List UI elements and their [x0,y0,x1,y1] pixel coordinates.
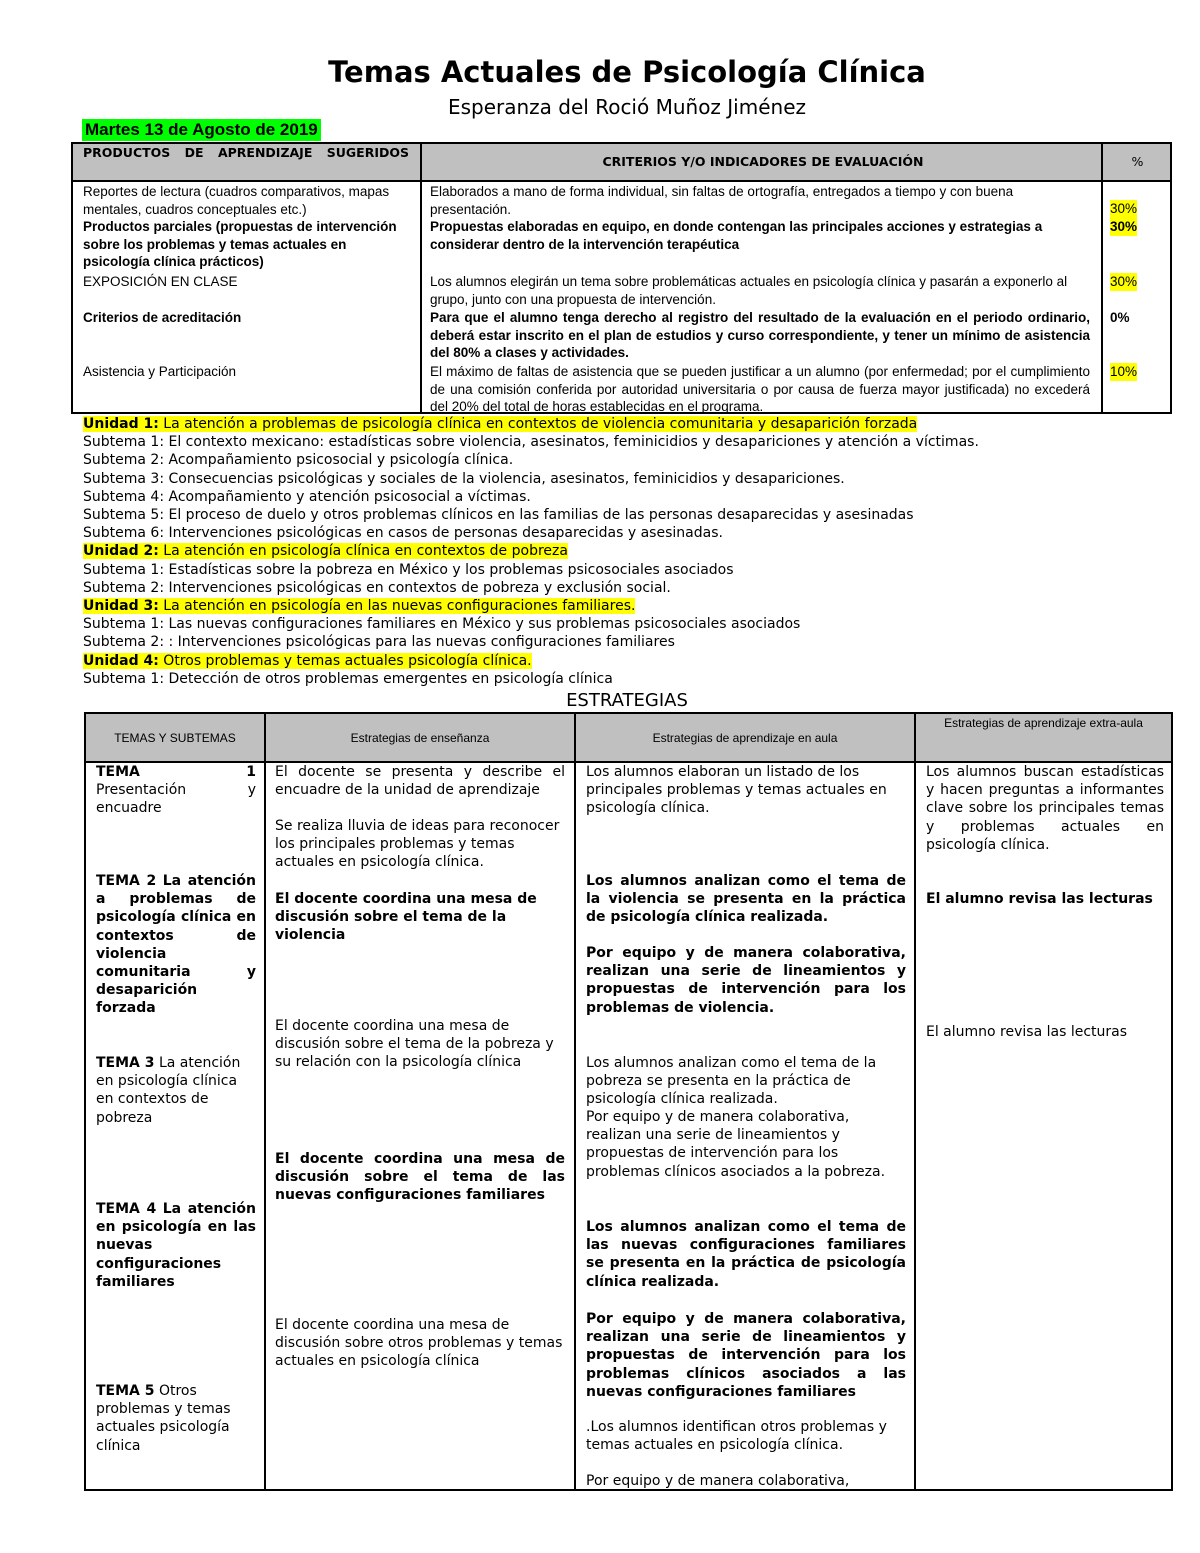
teaching-2: El docente coordina una mesa de discusión sobre el tema de la violencia [275,891,537,944]
subtopic: Subtema 6: Intervenciones psicológicas en casos de personas desaparecidas y asesinadas. [83,525,723,542]
product-exposition: EXPOSICIÓN EN CLASE [83,274,238,289]
subtopic: Subtema 1: Estadísticas sobre la pobreza en México y los problemas psicosociales asociados [83,561,734,578]
criteria-exposition: Los alumnos elegirán un tema sobre problemáticas actuales en psicología clínica y pasarán a exponerlo al grupo, junto con una propuesta de intervención. [430,274,1068,307]
criteria-reading-reports: Elaborados a mano de forma individual, sin faltas de ortografía, entregados a tiempo y con buena presentación. [430,184,1014,217]
divider [914,714,916,1489]
criteria-accreditation: Para que el alumno tenga derecho al registro del resultado de la evaluación en el periodo ordinario, deberá estar inscrito en el plan de estudios y curso correspondiente, y tener un mínimo de asistencia del 80% a clases y actividades. [430,310,1090,360]
topic-4: TEMA 4 La atención en psicología en las nuevas configuraciones familiares [96,1201,256,1290]
percent-exposition: 30% [1110,274,1138,289]
unit-3-heading [83,597,979,615]
unit-3-label: Unidad 3: [83,598,159,615]
percent-partial: 30% [1110,219,1138,234]
subtopic: Subtema 1: El contexto mexicano: estadísticas sobre violencia, asesinatos, feminicidios y desapariciones y atención a víctimas. [83,434,979,451]
author-name: Esperanza del Roció Muñoz Jiménez [447,95,807,119]
product-accreditation: Criterios de acreditación [83,310,242,325]
date-label: Martes 13 de Agosto de 2019 [82,119,321,141]
divider [574,714,576,1489]
unit-4-heading [83,652,979,670]
topic-5 [96,1382,256,1455]
unit-3-title: La atención en psicología en las nuevas configuraciones familiares. [158,598,636,615]
topic-5-text: Otros problemas y temas actuales psicología clínica [96,1383,231,1454]
topic-1-text: Presentación y encuadre [96,782,256,817]
units-list [83,415,979,688]
topic-1-label: TEMA 1 [96,764,256,780]
extra-3: El alumno revisa las lecturas [926,1024,1128,1040]
unit-2-heading [83,542,979,560]
topic-1 [96,763,256,818]
header-percent: % [1131,154,1144,169]
subtopic: Subtema 5: El proceso de duelo y otros problemas clínicos en las familias de las personas desaparecidas y asesinadas [83,507,914,524]
percent-accreditation: 0% [1110,310,1130,325]
divider [420,144,422,412]
unit-1-label: Unidad 1: [83,416,159,432]
percent-reading-reports: 30% [1110,201,1138,216]
teaching-4: El docente coordina una mesa de discusión sobre el tema de las nuevas configuraciones familiares [275,1151,565,1204]
teaching-1: El docente se presenta y describe el encuadre de la unidad de aprendizaje [275,764,565,799]
extra-2: El alumno revisa las lecturas [926,891,1153,907]
classroom-4: Los alumnos analizan como el tema de las nuevas configuraciones familiares se presenta en la práctica de psicología clínica realizada. [586,1219,906,1290]
classroom-3: Los alumnos analizan como el tema de la pobreza se presenta en la práctica de psicología clínica realizada. [586,1055,877,1108]
criteria-partial: Propuestas elaboradas en equipo, en donde contengan las principales acciones y estrategias a considerar dentro de la intervención terapéutica [430,219,1043,252]
subtopic: Subtema 2: : Intervenciones psicológicas para las nuevas configuraciones familiares [83,634,675,651]
classroom-5b: Por equipo y de manera colaborativa, [586,1473,850,1489]
header-extra: Estrategias de aprendizaje extra-aula [944,716,1143,730]
product-attendance: Asistencia y Participación [83,364,237,379]
page-title: Temas Actuales de Psicología Clínica [328,55,926,89]
teaching-3: El docente coordina una mesa de discusión sobre el tema de la pobreza y su relación con la psicología clínica [275,1018,554,1071]
classroom-4b: Por equipo y de manera colaborativa, realizan una serie de lineamientos y propuestas de intervención para los problemas clínicos asociados a las nuevas configuraciones familiares [586,1311,906,1400]
header-classroom: Estrategias de aprendizaje en aula [652,730,838,745]
topic-3-text: La atención en psicología clínica en contextos de pobreza [96,1055,241,1126]
unit-1-heading [83,415,979,433]
classroom-5: .Los alumnos identifican otros problemas y temas actuales en psicología clínica. [586,1419,887,1454]
unit-4-title: Otros problemas y temas actuales psicología clínica. [158,652,532,669]
header-products: PRODUCTOS DE APRENDIZAJE SUGERIDOS [83,145,409,160]
header-criteria: CRITERIOS Y/O INDICADORES DE EVALUACIÓN [602,154,924,169]
subtopic: Subtema 1: Detección de otros problemas emergentes en psicología clínica [83,670,613,687]
strategies-table [84,712,1173,1491]
divider [264,714,266,1489]
extra-1: Los alumnos buscan estadísticas y hacen preguntas a informantes clave sobre los principales temas y problemas actuales en psicología clínica. [926,764,1164,853]
teaching-1b: Se realiza lluvia de ideas para reconocer los principales problemas y temas actuales en psicología clínica. [275,818,560,871]
classroom-1: Los alumnos elaboran un listado de los principales problemas y temas actuales en psicología clínica. [586,764,887,817]
classroom-2: Los alumnos analizan como el tema de la violencia se presenta en la práctica de psicología clínica realizada. [586,873,906,926]
subtopic: Subtema 2: Acompañamiento psicosocial y psicología clínica. [83,452,514,469]
topic-3 [96,1054,256,1127]
unit-2-label: Unidad 2: [83,543,159,560]
subtopic: Subtema 3: Consecuencias psicológicas y sociales de la violencia, asesinatos, feminicidios y desapariciones. [83,470,845,487]
product-partial: Productos parciales (propuestas de intervención sobre los problemas y temas actuales en psicología clínica prácticos) [83,219,397,269]
teaching-5: El docente coordina una mesa de discusión sobre otros problemas y temas actuales en psicología clínica [275,1317,563,1370]
strategies-title: ESTRATEGIAS [566,690,688,711]
topic-5-label: TEMA 5 [96,1383,155,1399]
header-topics: TEMAS Y SUBTEMAS [114,730,236,745]
subtopic: Subtema 4: Acompañamiento y atención psicosocial a víctimas. [83,488,531,505]
criteria-attendance: El máximo de faltas de asistencia que se pueden justificar a un alumno (por enfermedad; por el cumplimiento de una comisión conferida por autoridad universitaria o por causa de fuerza mayor justificada) no excederá del 20% del total de horas establecidas en el programa. [430,364,1090,414]
header-teaching: Estrategias de enseñanza [350,730,490,745]
divider [1101,144,1103,412]
strategies-table-header [86,714,1171,763]
product-reading-reports: Reportes de lectura (cuadros comparativos, mapas mentales, cuadros conceptuales etc.) [83,184,390,217]
unit-4-label: Unidad 4: [83,652,159,669]
criteria-table-header [73,144,1170,182]
classroom-3b: Por equipo y de manera colaborativa, realizan una serie de lineamientos y propuestas de intervención para los problemas clínicos asociados a la pobreza. [586,1109,886,1180]
subtopic: Subtema 1: Las nuevas configuraciones familiares en México y sus problemas psicosociales asociados [83,616,801,633]
subtopic: Subtema 2: Intervenciones psicológicas en contextos de pobreza y exclusión social. [83,579,671,596]
classroom-2b: Por equipo y de manera colaborativa, realizan una serie de lineamientos y propuestas de intervención para los problemas de violencia. [586,945,906,1016]
unit-2-title: La atención en psicología clínica en contextos de pobreza [158,543,568,560]
percent-attendance: 10% [1110,364,1138,379]
topic-3-label: TEMA 3 [96,1055,155,1071]
topic-2: TEMA 2 La atención a problemas de psicología clínica en contextos de violencia comunitaria y desaparición forzada [96,873,256,1017]
evaluation-criteria-table [71,142,1172,414]
unit-1-title: La atención a problemas de psicología clínica en contextos de violencia comunitaria y desaparición forzada [158,416,918,432]
